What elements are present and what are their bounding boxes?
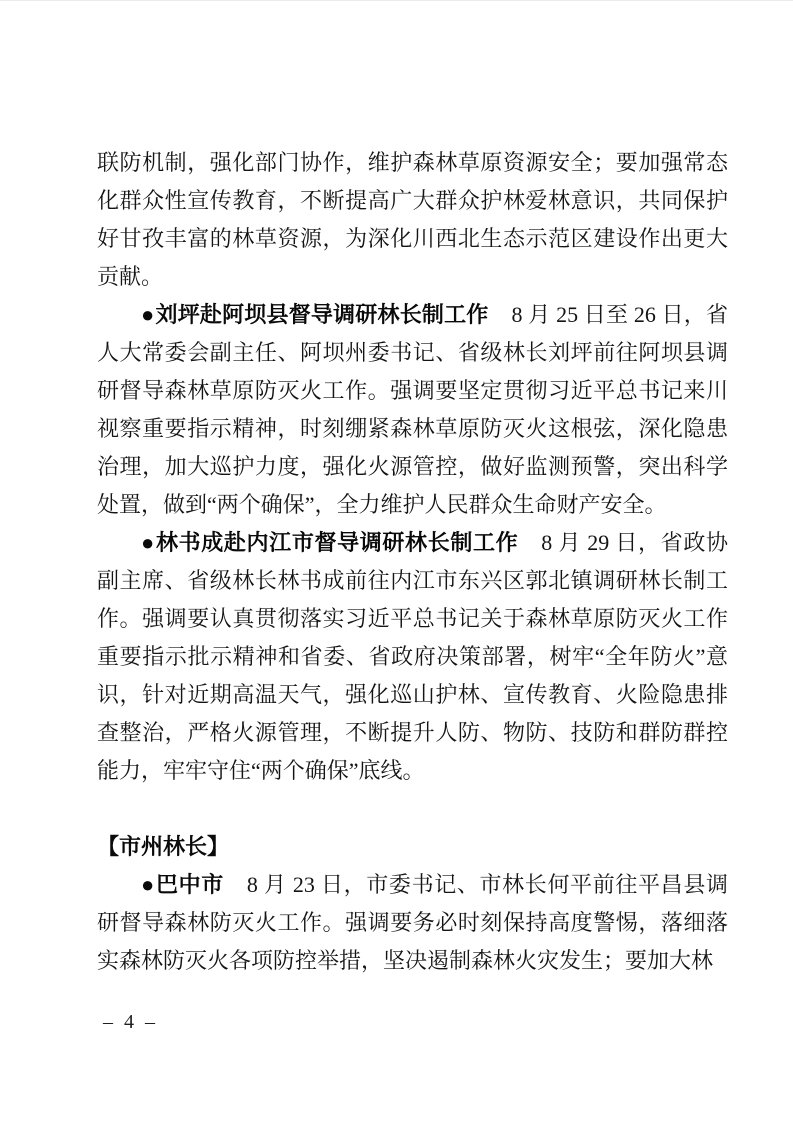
news-item-liuping-headline — [141, 302, 489, 327]
scan-edge-artifact — [0, 0, 793, 1]
document-content — [97, 144, 728, 980]
news-item-linshucheng-title: 林书成赴内江市督导调研林长制工作 — [155, 530, 519, 555]
bullet-icon: ● — [141, 872, 156, 897]
news-item-bazhong-body: 8 月 23 日，市委书记、市林长何平前往平昌县调研督导森林防灭火工作。强调要务必时刻保持高度警惕，落细落实森林防灭火各项防控举措，坚决遏制森林火灾发生；要加大林 — [97, 872, 728, 973]
news-item-linshucheng-body: 8 月 29 日，省政协副主席、省级林长林书成前往内江市东兴区郭北镇调研林长制工作。强调要认真贯彻落实习近平总书记关于森林草原防灭火工作重要指示批示精神和省委、省政府决策部署，树牢“全年防火”意识，针对近期高温天气，强化巡山护林、宣传教育、火险隐患排查整治，严格火源管理，不断提升人防、物防、技防和群防群控能力，牢牢守住“两个确保”底线。 — [97, 530, 728, 783]
news-item-liuping — [97, 296, 728, 524]
news-item-linshucheng — [97, 524, 728, 790]
bullet-icon: ● — [141, 302, 156, 327]
news-item-bazhong — [97, 866, 728, 980]
news-item-linshucheng-headline — [141, 530, 518, 555]
news-item-bazhong-headline — [141, 872, 224, 897]
news-item-liuping-body: 8 月 25 日至 26 日，省人大常委会副主任、阿坝州委书记、省级林长刘坪前往阿坝县调研督导森林草原防灭火工作。强调要坚定贯彻习近平总书记来川视察重要指示精神，时刻绷紧森林草原防灭火这根弦，深化隐患治理，加大巡护力度，强化火源管控，做好监测预警，突出科学处置，做到“两个确保”，全力维护人民群众生命财产安全。 — [97, 302, 728, 517]
news-item-bazhong-title: 巴中市 — [155, 872, 224, 897]
news-item-liuping-title: 刘坪赴阿坝县督导调研林长制工作 — [155, 302, 489, 327]
continuation-paragraph: 联防机制，强化部门协作，维护森林草原资源安全；要加强常态化群众性宣传教育，不断提高广大群众护林爱林意识，共同保护好甘孜丰富的林草资源，为深化川西北生态示范区建设作出更大贡献。 — [97, 150, 728, 289]
section-heading-city-forest-chiefs: 【市州林长】 — [97, 834, 230, 859]
page-number: – 4 – — [103, 1011, 158, 1033]
bullet-icon: ● — [141, 530, 156, 555]
